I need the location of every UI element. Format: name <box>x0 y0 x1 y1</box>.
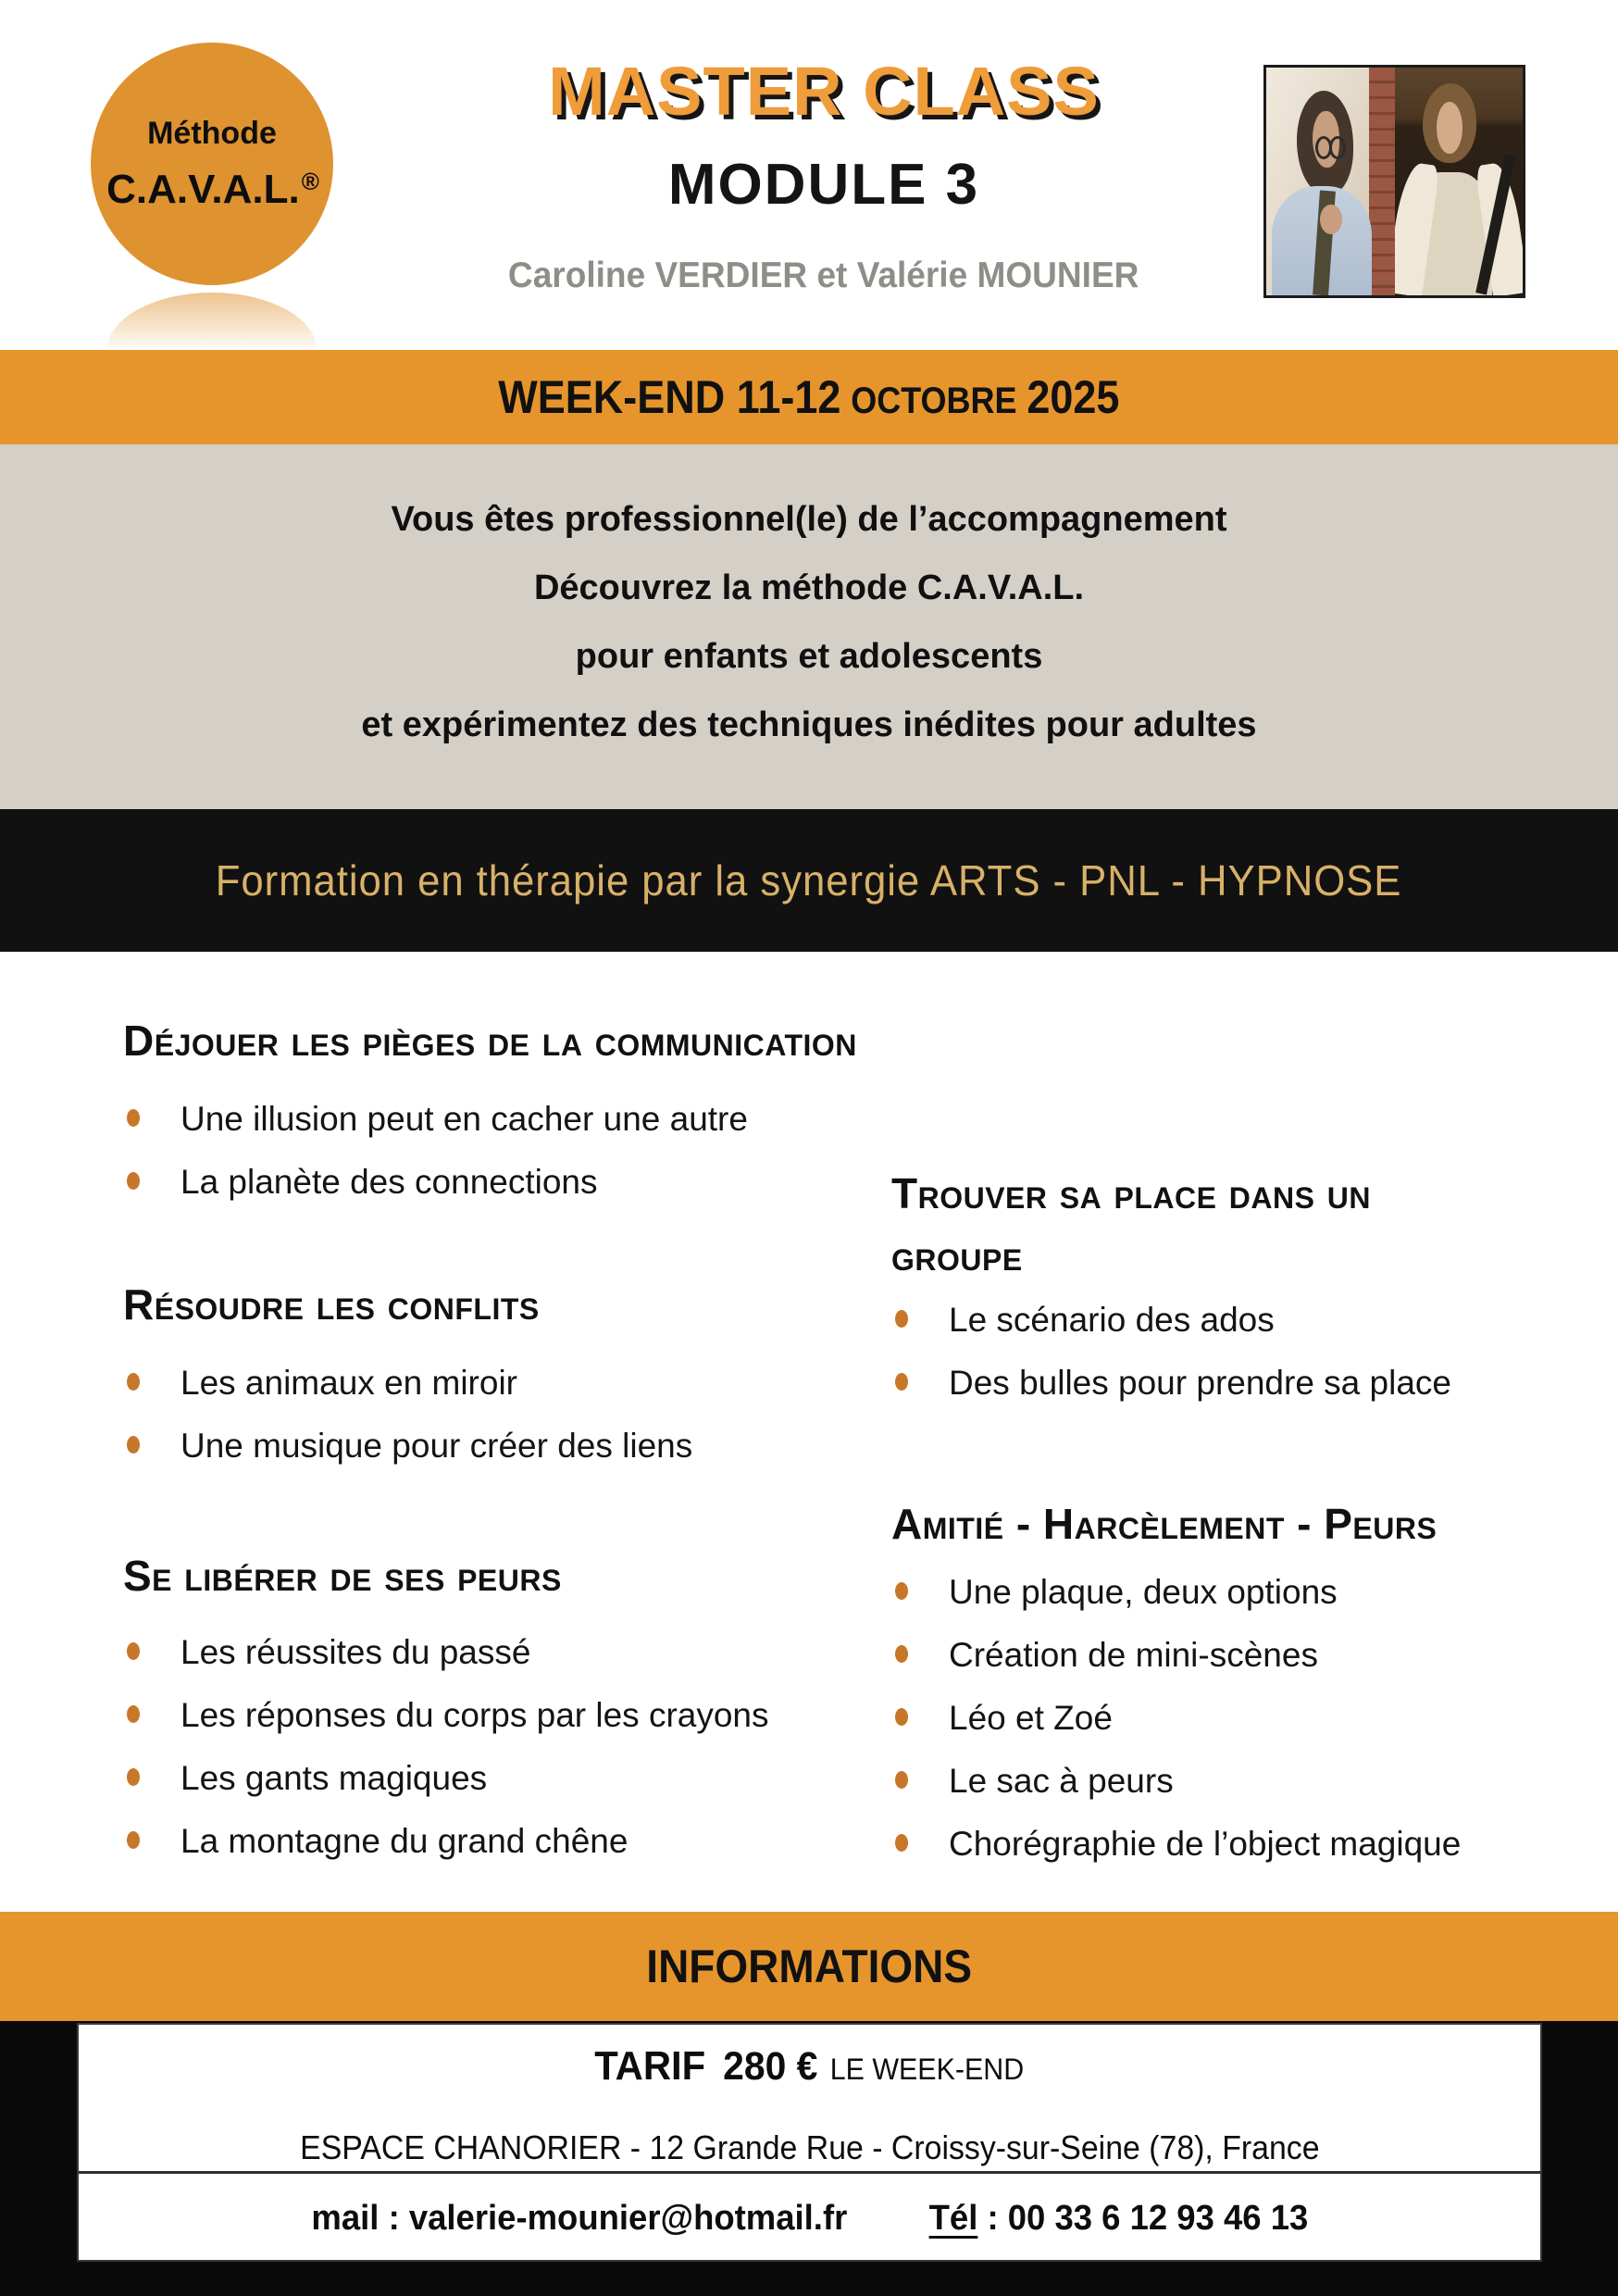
bullet-icon <box>127 1109 140 1127</box>
logo-caval-label <box>106 167 317 213</box>
program-item-label: Le sac à peurs <box>949 1762 1174 1800</box>
program-list <box>891 1572 1613 1865</box>
program-item-label: La planète des connections <box>180 1163 598 1201</box>
date-prefix: WEEK-END 11-12 <box>498 371 841 423</box>
woman-right-face <box>1437 102 1462 155</box>
tarif-suffix: LE WEEK-END <box>830 2053 1025 2086</box>
woman-left-hands <box>1320 205 1342 234</box>
logo-methode-label: Méthode <box>147 115 277 151</box>
contact-line <box>79 2199 1540 2239</box>
bullet-icon <box>127 1436 140 1454</box>
program-item-label: La montagne du grand chêne <box>180 1822 629 1860</box>
phone-text <box>928 2199 1308 2238</box>
program-item <box>891 1572 1613 1613</box>
tarif-amount: 280 € <box>723 2044 818 2089</box>
program-item <box>123 1099 1188 1140</box>
email-text: mail : valerie-mounier@hotmail.fr <box>311 2199 847 2238</box>
contact-box <box>77 2023 1542 2262</box>
address-text: ESPACE CHANORIER - 12 Grande Rue - Croissy-sur-Seine (78), France <box>299 2128 1320 2166</box>
program-item <box>891 1363 1484 1404</box>
program-item <box>123 1426 919 1466</box>
photo-left-panel <box>1266 68 1395 295</box>
program-item-label: Une illusion peut en cacher une autre <box>180 1100 748 1138</box>
program-item <box>891 1761 1613 1802</box>
registered-mark: ® <box>301 167 319 195</box>
program-item-label: Léo et Zoé <box>949 1699 1113 1737</box>
presenters-text: Caroline VERDIER et Valérie MOUNIER <box>508 256 1139 295</box>
divider <box>79 2171 1540 2174</box>
bullet-icon <box>895 1708 908 1726</box>
page-title: MASTER CLASS <box>548 53 1100 130</box>
program-item-label: Les gants magiques <box>180 1759 488 1797</box>
bullet-icon <box>895 1310 908 1328</box>
bullet-icon <box>127 1172 140 1190</box>
program-heading: Amitié - Harcèlement - Peurs <box>891 1500 1438 1548</box>
module-subtitle: MODULE 3 <box>667 153 980 217</box>
presenters-photo <box>1263 65 1525 298</box>
program-item <box>123 1821 956 1862</box>
bullet-icon <box>895 1771 908 1789</box>
program-section <box>0 952 1618 1912</box>
bullet-icon <box>895 1834 908 1852</box>
phone-number: : 00 33 6 12 93 46 13 <box>977 2199 1308 2238</box>
program-item <box>891 1824 1613 1865</box>
bullet-icon <box>127 1768 140 1786</box>
intro-line: pour enfants et adolescents <box>575 637 1043 676</box>
footer <box>0 2021 1618 2296</box>
program-item <box>123 1363 919 1404</box>
program-item-label: Les animaux en miroir <box>180 1364 517 1402</box>
bullet-icon <box>127 1831 140 1849</box>
formation-banner-text: Formation en thérapie par la synergie ARTS - PNL - HYPNOSE <box>216 856 1402 905</box>
program-item <box>123 1632 956 1673</box>
program-item <box>891 1300 1484 1341</box>
program-item-label: Le scénario des ados <box>949 1301 1275 1339</box>
program-heading: Résoudre les conflits <box>123 1280 540 1329</box>
program-heading: Trouver sa place dans un groupe <box>891 1169 1371 1279</box>
brick-wall <box>1369 68 1395 295</box>
program-item <box>123 1758 956 1799</box>
program-item <box>891 1635 1613 1676</box>
program-list <box>123 1632 956 1862</box>
date-banner <box>0 350 1618 444</box>
bullet-icon <box>895 1373 908 1391</box>
formation-banner <box>0 809 1618 952</box>
program-block-groupe <box>891 1163 1484 1404</box>
program-block-amitie <box>891 1493 1613 1865</box>
bullet-icon <box>127 1642 140 1660</box>
date-year: 2025 <box>1027 371 1120 423</box>
intro-line: et expérimentez des techniques inédites pour adultes <box>361 705 1257 744</box>
presenters-names <box>315 256 1333 296</box>
address-line <box>79 2128 1540 2167</box>
program-block-conflits <box>123 1280 919 1466</box>
bullet-icon <box>127 1705 140 1723</box>
program-item-label: Chorégraphie de l’object magique <box>949 1825 1462 1863</box>
program-list <box>891 1300 1484 1404</box>
program-item-label: Une plaque, deux options <box>949 1573 1338 1611</box>
intro-section <box>0 444 1618 809</box>
contact-text <box>311 2199 1308 2239</box>
date-banner-text <box>498 370 1119 424</box>
program-block-peurs <box>123 1552 956 1862</box>
bullet-icon <box>895 1582 908 1600</box>
intro-line: Découvrez la méthode C.A.V.A.L. <box>533 568 1085 607</box>
program-item-label: Création de mini-scènes <box>949 1636 1318 1674</box>
program-item-label: Les réussites du passé <box>180 1633 531 1671</box>
program-item-label: Les réponses du corps par les crayons <box>180 1696 769 1734</box>
bullet-icon <box>895 1645 908 1663</box>
logo-caval-text: C.A.V.A.L. <box>106 166 300 212</box>
tarif-line <box>79 2043 1540 2090</box>
logo-reflection <box>107 293 317 350</box>
program-list <box>123 1363 919 1466</box>
photo-right-panel <box>1395 68 1524 295</box>
program-item-label: Des bulles pour prendre sa place <box>949 1364 1451 1402</box>
intro-line: Vous êtes professionnel(le) de l’accompagnement <box>391 500 1227 539</box>
program-item <box>123 1695 956 1736</box>
program-heading: Se libérer de ses peurs <box>123 1552 562 1600</box>
date-month: OCTOBRE <box>851 381 1017 421</box>
bullet-icon <box>127 1373 140 1391</box>
informations-banner <box>0 1912 1618 2021</box>
phone-label: Tél <box>928 2199 977 2238</box>
tarif-label: TARIF <box>594 2043 706 2089</box>
program-item-label: Une musique pour créer des liens <box>180 1427 693 1465</box>
caval-logo <box>91 43 333 285</box>
informations-banner-title: INFORMATIONS <box>646 1940 972 1992</box>
program-heading: Déjouer les pièges de la communication <box>123 1017 857 1065</box>
tarif-text <box>595 2043 1025 2090</box>
program-item <box>891 1698 1613 1739</box>
